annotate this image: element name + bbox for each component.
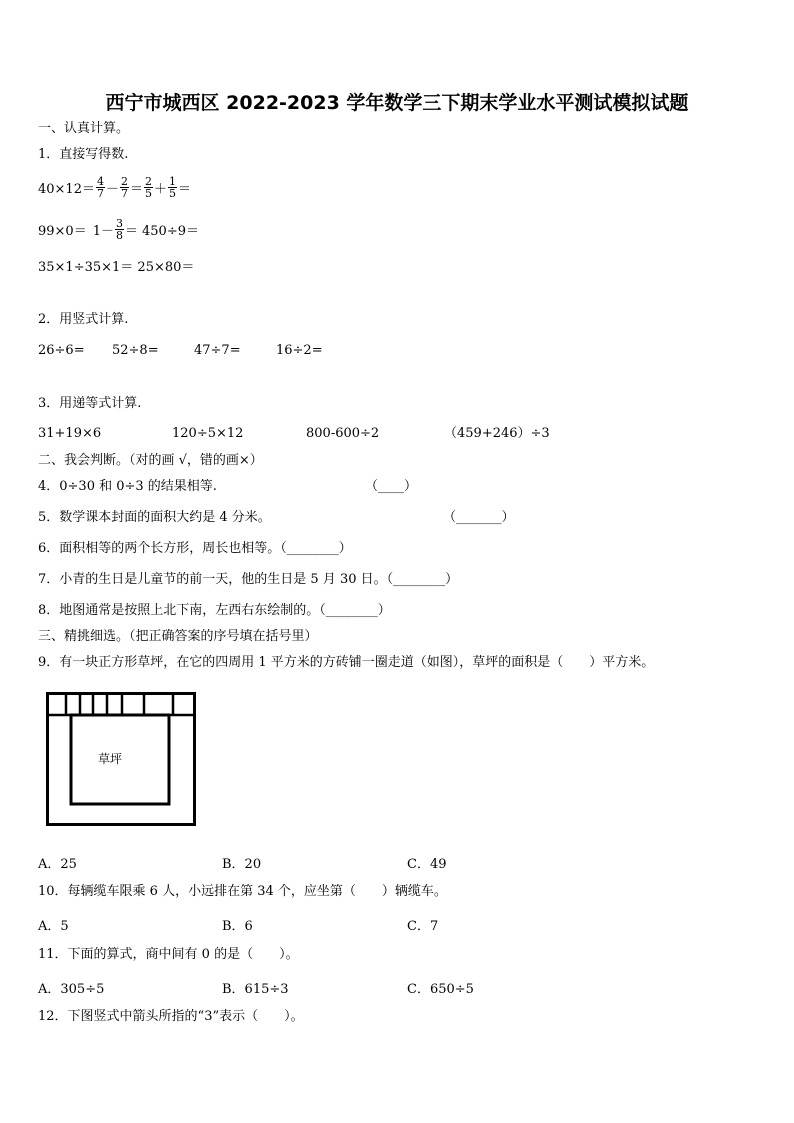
q11-option-b[interactable]: B．615÷3 xyxy=(222,982,289,997)
q11-option-a[interactable]: A．305÷5 xyxy=(38,982,105,997)
minus-sign: － xyxy=(105,182,119,197)
denominator: 7 xyxy=(121,187,128,200)
q5-text: 5．数学课本封面的面积大约是 4 分米。 xyxy=(38,510,271,525)
equals-sign: ＝ xyxy=(178,182,192,197)
q1-row3: 35×1÷35×1＝ 25×80＝ xyxy=(38,260,195,275)
q1-r2-d: 450÷9＝ xyxy=(142,224,199,239)
page-title: 西宁市城西区 2022-2023 学年数学三下期末学业水平测试模拟试题 xyxy=(105,92,689,114)
section-3-heading: 三、精挑细选。（把正确答案的序号填在括号里） xyxy=(38,629,318,644)
q6-text: 6．面积相等的两个长方形，周长也相等。（________） xyxy=(38,541,352,556)
lawn-diagram xyxy=(46,692,196,826)
q1-r2-b: 1－ xyxy=(92,224,114,239)
q11-option-c[interactable]: C．650÷5 xyxy=(407,982,474,997)
equals-sign: ＝ xyxy=(125,224,139,239)
q3-item-2: 120÷5×12 xyxy=(172,426,244,441)
q1-r2-a: 99×0＝ xyxy=(38,224,87,239)
numerator: 2 xyxy=(145,175,153,188)
q2-item-2: 52÷8= xyxy=(112,343,159,358)
fraction-2-5 xyxy=(144,176,153,199)
q10-option-c[interactable]: C．7 xyxy=(407,919,439,934)
numerator: 4 xyxy=(96,175,104,188)
q4-text: 4．0÷30 和 0÷3 的结果相等. xyxy=(38,479,217,494)
numerator: 3 xyxy=(116,217,123,230)
q1-row1 xyxy=(38,176,191,199)
q10-text: 10．每辆缆车限乘 6 人，小远排在第 34 个，应坐第（ ）辆缆车。 xyxy=(38,884,447,899)
denominator: 5 xyxy=(145,187,153,200)
fraction-4-7 xyxy=(96,176,105,199)
q8-text: 8．地图通常是按照上北下南，左西右东绘制的。（________） xyxy=(38,603,391,618)
fraction-2-7 xyxy=(120,176,129,199)
q7-text: 7．小青的生日是儿童节的前一天，他的生日是 5 月 30 日。（________） xyxy=(38,572,459,587)
q5-answer-blank[interactable]: （_______） xyxy=(443,510,515,525)
q3-item-1: 31+19×6 xyxy=(38,426,102,441)
section-2-heading: 二、我会判断。（对的画 √，错的画×） xyxy=(38,453,263,468)
fraction-3-8 xyxy=(115,218,124,241)
q9-option-b[interactable]: B．20 xyxy=(222,857,262,872)
q2-item-1: 26÷6= xyxy=(38,343,85,358)
lawn-label: 草坪 xyxy=(98,752,123,766)
q9-option-c[interactable]: C．49 xyxy=(407,857,447,872)
numerator: 2 xyxy=(121,175,128,188)
q9-option-a[interactable]: A．25 xyxy=(38,857,77,872)
fraction-1-5 xyxy=(168,176,177,199)
q3-item-3: 800-600÷2 xyxy=(306,426,380,441)
q9-text: 9．有一块正方形草坪，在它的四周用 1 平方米的方砖铺一圈走道（如图），草坪的面积是（ ）平方米。 xyxy=(38,655,655,670)
q4-answer-blank[interactable]: （____） xyxy=(365,479,418,494)
q1-label: 1．直接写得数. xyxy=(38,147,129,162)
q12-text: 12．下图竖式中箭头所指的“3”表示（ ）。 xyxy=(38,1009,304,1024)
plus-sign: ＋ xyxy=(154,182,168,197)
denominator: 7 xyxy=(96,187,104,200)
q2-item-3: 47÷7= xyxy=(194,343,241,358)
q10-option-a[interactable]: A．5 xyxy=(38,919,69,934)
q3-item-4: （459+246）÷3 xyxy=(444,426,550,441)
q2-item-4: 16÷2= xyxy=(276,343,323,358)
q2-label: 2．用竖式计算. xyxy=(38,312,129,327)
q3-label: 3．用递等式计算. xyxy=(38,396,142,411)
equals-sign: ＝ xyxy=(130,182,144,197)
q11-text: 11．下面的算式，商中间有 0 的是（ ）。 xyxy=(38,947,299,962)
numerator: 1 xyxy=(169,175,177,188)
q1-r1-a: 40×12＝ xyxy=(38,182,95,197)
denominator: 8 xyxy=(116,229,123,242)
section-1-heading: 一、认真计算。 xyxy=(38,121,130,136)
q10-option-b[interactable]: B．6 xyxy=(222,919,253,934)
q1-row2 xyxy=(38,218,199,241)
denominator: 5 xyxy=(169,187,177,200)
